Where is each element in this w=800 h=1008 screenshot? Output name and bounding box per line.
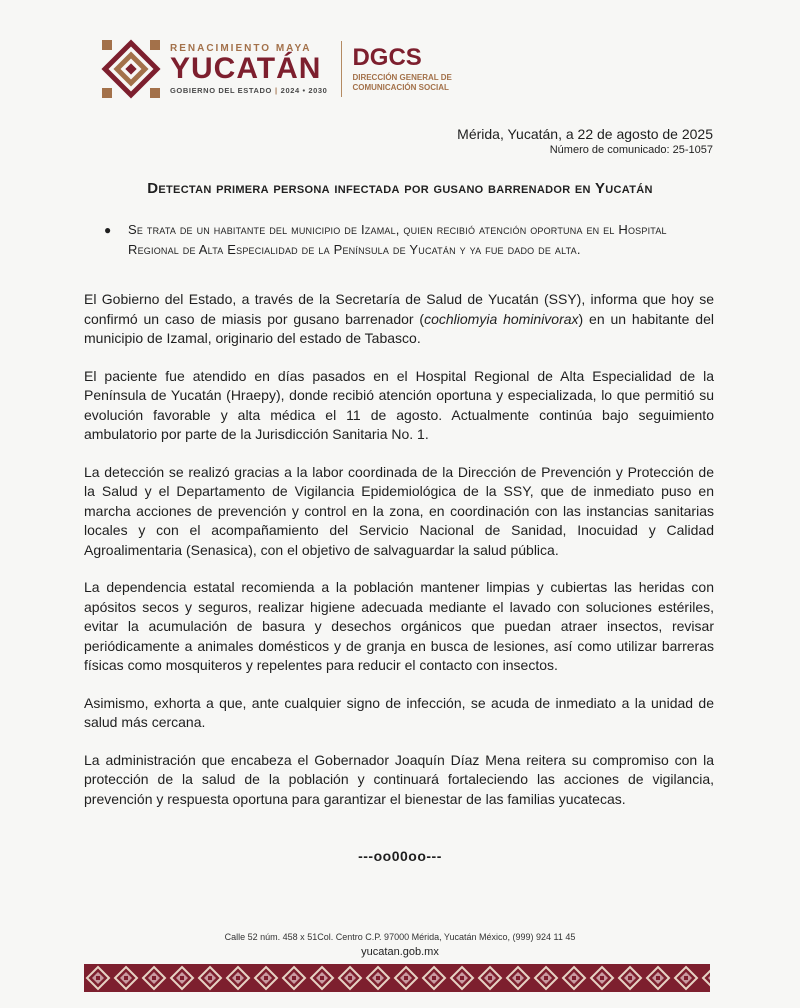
footer-address: Calle 52 núm. 458 x 51Col. Centro C.P. 97000 Mérida, Yucatán México, (999) 924 11 45 [224,932,576,942]
brand-subtitle-left: GOBIERNO DEL ESTADO [170,86,272,95]
summary-text: Se trata de un habitante del municipio de Izamal, quien recibió atención oportuna en el Hospital Regional de Alta Especialidad de la Península de Yucatán y ya fue dado de alta. [128,222,667,257]
paragraph-3: La detección se realizó gracias a la labor coordinada de la Dirección de Prevención y Protección de la Salud y el Departamento de Vigilancia Epidemiológica de la SSY, que de inmediato puso en marcha acciones de prevención y control en la zona, en coordinación con las instancias sanitarias locales y con el acompañamiento del Servicio Nacional de Sanidad, Inocuidad y Calidad Agroalimentaria (Senasica), con el objetivo de salvaguardar la salud pública. [84,463,714,558]
brand-name: YUCATÁN [170,52,322,85]
paragraph-4: La dependencia estatal recomienda a la población mantener limpias y cubiertas las heridas con apósitos secos y seguros, realizar higiene adecuada mediante el lavado con soluciones estériles, evitar la acumulación de basura y desechos orgánicos que puedan atraer insectos, revisar periódicamente a animales domésticos y de granja en busca de lesiones, así como utilizar barreras físicas como mosquiteros y repelentes para reducir el contacto con insectos. [84,579,714,673]
dgcs-wordmark [352,43,452,93]
paragraph-1-part-a: El Gobierno del Estado, a través de la Secretaría de Salud de Yucatán (SSY), informa que hoy se confirmó un caso de miasis por gusano barrenador ( [84,291,714,327]
header-logos [100,38,452,100]
dgcs-title: DGCS [352,43,422,71]
closing-mark: ---oo00oo--- [358,848,442,864]
communique-number: Número de comunicado: 25-1057 [549,144,713,156]
brand-separator: | [274,86,278,95]
brand-tagline: RENACIMIENTO MAYA [170,43,312,54]
maya-pattern-logo-icon [100,38,162,100]
yucatan-wordmark [170,43,327,95]
dateline [457,126,713,156]
brand-subtitle [170,86,327,95]
bullet-icon: ● [104,223,112,237]
dgcs-line-2: COMUNICACIÓN SOCIAL [352,82,449,92]
dgcs-line-1: DIRECCIÓN GENERAL DE [352,72,452,82]
date-text: Mérida, Yucatán, a 22 de agosto de 2025 [457,126,713,142]
paragraph-1 [84,290,714,349]
header-divider [341,41,342,97]
maya-pattern-band-icon [84,964,710,992]
paragraph-5: Asimismo, exhorta a que, ante cualquier signo de infección, se acuda de inmediato a la unidad de salud más cercana. [84,694,714,730]
paragraph-1-part-b: ) en un habitante del municipio de Izamal, originario del estado de Tabasco. [84,310,714,346]
summary-bullet [104,220,714,260]
press-release-title: Detectan primera persona infectada por gusano barrenador en Yucatán [147,180,653,197]
paragraph-6: La administración que encabeza el Gobernador Joaquín Díaz Mena reitera su compromiso con la protección de la salud de la población y continuará fortaleciendo las acciones de vigilancia, prevención y respuesta oportuna para garantizar el bienestar de las familias yucatecas. [84,751,714,807]
species-name: cochliomyia hominivorax [424,310,579,327]
footer-url: yucatan.gob.mx [361,946,439,958]
press-release-body [84,290,714,827]
paragraph-2: El paciente fue atendido en días pasados en el Hospital Regional de Alta Especialidad de la Península de Yucatán (Hraepy), donde recibió atención oportuna y especializada, lo que permitió su evolución favorable y alta médica el 11 de agosto. Actualmente continúa bajo seguimiento ambulatorio por parte de la Jurisdicción Sanitaria No. 1. [84,367,714,442]
brand-subtitle-right: 2024 • 2030 [280,86,328,95]
